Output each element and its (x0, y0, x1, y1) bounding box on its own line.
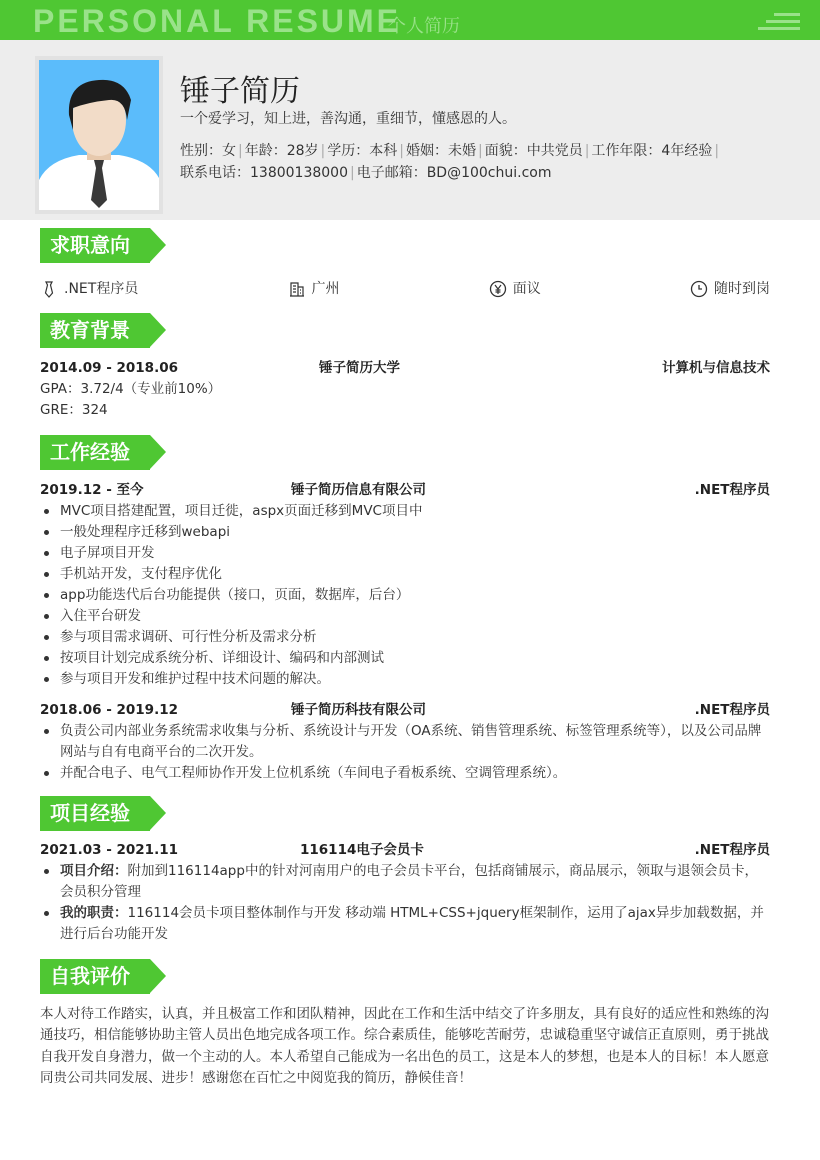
list-item: 电子屏项目开发 (40, 543, 770, 564)
intent-salary: 面议 (489, 279, 541, 299)
list-item: 参与项目开发和维护过程中技术问题的解决。 (40, 669, 770, 690)
section-tag-intent: 求职意向 (40, 228, 166, 263)
intent-availability: 随时到岗 (690, 279, 770, 299)
gre: GRE：324 (40, 402, 108, 418)
list-item: 入住平台研发 (40, 606, 770, 627)
detail-item: 工作年限：4年经验 (591, 143, 713, 159)
work-row: 2019.12 - 至今 锤子简历信息有限公司 .NET程序员 (40, 482, 770, 498)
intent-city: 广州 (288, 279, 340, 299)
section-tag-work: 工作经验 (40, 435, 166, 470)
list-item: 按项目计划完成系统分析、详细设计、编码和内部测试 (40, 648, 770, 669)
gpa: GPA：3.72/4（专业前10%） (40, 381, 222, 397)
building-icon (288, 280, 306, 298)
detail-item: 婚姻：未婚 (405, 143, 476, 159)
detail-item: 电子邮箱：BD@100chui.com (356, 165, 552, 181)
section-tag-education: 教育背景 (40, 313, 166, 348)
list-item: app功能迭代后台功能提供（接口，页面，数据库，后台） (40, 585, 770, 606)
intent-row (40, 279, 770, 299)
motto: 一个爱学习，知上进，善沟通，重细节，懂感恩的人。 (180, 111, 516, 127)
detail-item: 学历：本科 (327, 143, 398, 159)
detail-item: 联系电话：13800138000 (180, 165, 348, 181)
project-row: 2021.03 - 2021.11 116114电子会员卡 .NET程序员 (40, 842, 770, 858)
profile-header (0, 40, 820, 220)
work-row: 2018.06 - 2019.12 锤子简历科技有限公司 .NET程序员 (40, 702, 770, 718)
resume-name: 锤子简历 (180, 74, 300, 109)
detail-item: 性别：女 (180, 143, 236, 159)
list-item: MVC项目搭建配置，项目迁徙，aspx页面迁移到MVC项目中 (40, 501, 770, 522)
tie-icon (40, 280, 58, 298)
work-duties (40, 721, 770, 784)
clock-icon (690, 280, 708, 298)
detail-item: 面貌：中共党员 (484, 143, 583, 159)
top-banner (0, 0, 820, 40)
education-row: 2014.09 - 2018.06 锤子简历大学 计算机与信息技术 (40, 360, 770, 376)
project-details (40, 861, 770, 945)
title-cn: 个人简历 (388, 16, 460, 37)
list-item: 手机站开发，支付程序优化 (40, 564, 770, 585)
menu-icon[interactable] (758, 13, 800, 31)
list-item: 负责公司内部业务系统需求收集与分析、系统设计与开发（OA系统、销售管理系统、标签管理系统等），以及公司品牌网站与自有电商平台的二次开发。 (40, 721, 770, 763)
section-tag-projects: 项目经验 (40, 796, 166, 831)
list-item: 我的职责：116114会员卡项目整体制作与开发 移动端 HTML+CSS+jquery框架制作，运用了ajax异步加载数据，并进行后台功能开发 (40, 903, 770, 945)
list-item: 项目介绍：附加到116114app中的针对河南用户的电子会员卡平台，包括商铺展示，商品展示，领取与退领会员卡，会员积分管理 (40, 861, 770, 903)
intent-position: .NET程序员 (40, 279, 138, 299)
avatar (35, 56, 163, 214)
yuan-icon (489, 280, 507, 298)
detail-item: 年龄：28岁 (244, 143, 319, 159)
self-evaluation: 本人对待工作踏实，认真，并且极富工作和团队精神，因此在工作和生活中结交了许多朋友，具有良好的适应性和熟练的沟通技巧，相信能够协助主管人员出色地完成各项工作。综合素质佳，能够吃苦耐劳，忠诚稳重坚守诚信正直原则，勇于挑战自我开发自身潜力，做一个主动的人。本人希望自己能成为一名出色的员工，这是本人的梦想，也是本人的目标！本人愿意同贵公司共同发展、进步！感谢您在百忙之中阅览我的简历，静候佳音！ (40, 1006, 769, 1086)
list-item: 参与项目需求调研、可行性分析及需求分析 (40, 627, 770, 648)
personal-details: 性别：女 | 年龄：28岁 | 学历：本科 | 婚姻：未婚 | 面貌：中共党员 | 工作年限：4年经验 | 联系电话：13800138000 | 电子邮箱：BD@100chui.com (180, 143, 720, 181)
work-duties (40, 501, 770, 690)
list-item: 并配合电子、电气工程师协作开发上位机系统（车间电子看板系统、空调管理系统）。 (40, 763, 770, 784)
list-item: 一般处理程序迁移到webapi (40, 522, 770, 543)
section-tag-self: 自我评价 (40, 959, 166, 994)
title-en: PERSONAL RESUME (33, 3, 402, 39)
